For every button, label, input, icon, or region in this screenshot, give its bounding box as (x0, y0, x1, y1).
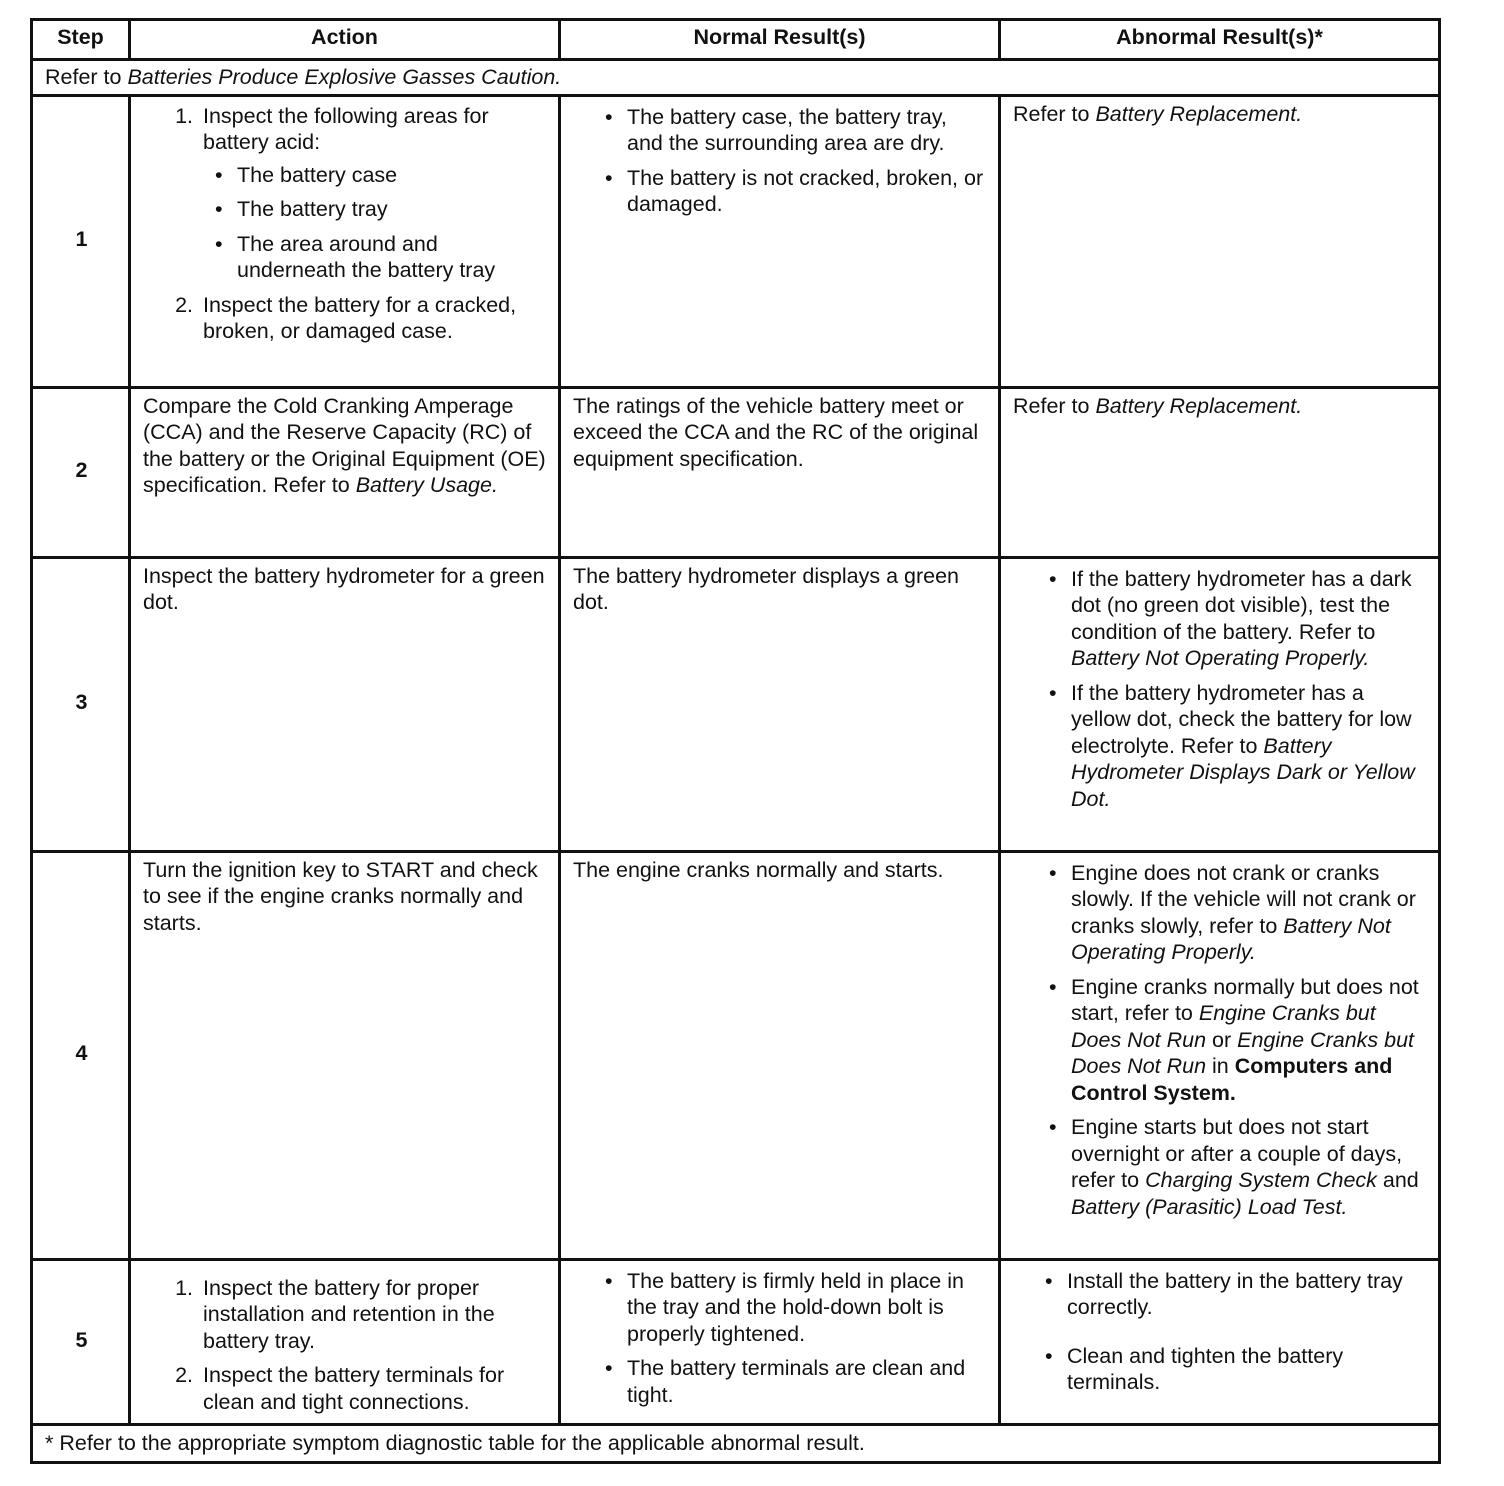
list-item: • The battery case, the battery tray, and the surrounding area are dry. (627, 104, 988, 157)
abnormal-section-ref: Computers and Control System. (1071, 1054, 1393, 1105)
abnormal-text: If the battery hydrometer has a dark dot (no green dot visible), test the condition of the battery. Refer to (1071, 566, 1412, 644)
normal-cell: The battery hydrometer displays a green dot. (560, 557, 1000, 851)
action-list (143, 1275, 548, 1416)
step-number: 2 (32, 387, 130, 557)
abnormal-link: Battery (Parasitic) Load Test. (1071, 1194, 1348, 1219)
action-cell (130, 387, 560, 557)
abnormal-link: Battery Not Operating Properly. (1071, 646, 1370, 670)
caution-row (32, 60, 1440, 96)
list-item (199, 103, 548, 284)
header-action: Action (130, 20, 560, 60)
abnormal-link: Charging System Check (1145, 1168, 1377, 1192)
table-row (32, 557, 1440, 851)
list-item: • The battery tray (237, 196, 548, 223)
normal-cell: The engine cranks normally and starts. (560, 851, 1000, 1259)
header-normal-results: Normal Result(s) (560, 20, 1000, 60)
abnormal-link: Battery Replacement. (1095, 101, 1303, 126)
normal-cell: The ratings of the vehicle battery meet or exceed the CCA and the RC of the original equipment specification. (560, 387, 1000, 557)
normal-list (573, 1268, 988, 1409)
abnormal-text: or (1206, 1027, 1238, 1052)
action-item-text: Inspect the following areas for battery acid: (203, 103, 489, 154)
action-cell: Turn the ignition key to START and check to see if the engine cranks normally and starts. (130, 851, 560, 1259)
abnormal-link: Battery Hydrometer Displays Dark or Yellow Dot. (1071, 733, 1415, 811)
step-number: 4 (32, 851, 130, 1259)
header-step: Step (32, 20, 130, 60)
normal-list (573, 104, 988, 218)
list-item (1071, 974, 1428, 1107)
abnormal-list (1013, 860, 1428, 1221)
abnormal-text: Engine starts but does not start overnight or after a couple of days, refer to (1071, 1115, 1403, 1192)
list-item: 2. Inspect the battery terminals for clean and tight connections. (199, 1362, 548, 1415)
list-item: 2. Inspect the battery for a cracked, broken, or damaged case. (199, 292, 548, 345)
abnormal-prefix: Refer to (1013, 393, 1096, 418)
list-item: • Install the battery in the battery tray correctly. (1067, 1268, 1428, 1321)
table-row (32, 95, 1440, 387)
step-number: 1 (32, 95, 130, 387)
abnormal-cell (1000, 851, 1440, 1259)
action-cell (130, 1259, 560, 1425)
action-cell: Inspect the battery hydrometer for a green dot. (130, 557, 560, 851)
list-item: 1. Inspect the battery for proper installation and retention in the battery tray. (199, 1275, 548, 1355)
abnormal-list (1013, 1268, 1428, 1396)
list-item: • The battery case (237, 162, 548, 189)
footnote: * Refer to the appropriate symptom diagnostic table for the applicable abnormal result. (32, 1425, 1440, 1463)
action-link: Battery Usage. (355, 473, 498, 497)
table-row (32, 851, 1440, 1259)
table-row (32, 387, 1440, 557)
abnormal-text: Engine cranks normally but does not start, refer to (1071, 974, 1419, 1025)
list-item (1071, 860, 1428, 966)
action-list (143, 103, 548, 345)
list-item (1071, 1114, 1428, 1220)
list-item: • The battery is not cracked, broken, or damaged. (627, 165, 988, 218)
normal-cell (560, 1259, 1000, 1425)
diagnostic-table (30, 18, 1441, 1464)
abnormal-link: Battery Not Operating Properly. (1071, 913, 1391, 964)
abnormal-prefix: Refer to (1013, 101, 1096, 126)
caution-link: Batteries Produce Explosive Gasses Caution. (127, 65, 562, 89)
caution-cell (32, 60, 1440, 96)
caution-prefix: Refer to (45, 65, 128, 89)
abnormal-cell (1000, 557, 1440, 851)
footnote-row (32, 1425, 1440, 1463)
header-abnormal-results: Abnormal Result(s)* (1000, 20, 1440, 60)
abnormal-list (1013, 566, 1428, 813)
abnormal-cell (1000, 1259, 1440, 1425)
list-item (1071, 680, 1428, 813)
list-item (1071, 566, 1428, 672)
abnormal-text: and (1376, 1168, 1419, 1192)
action-cell (130, 95, 560, 387)
abnormal-link: Engine Cranks but Does Not Run (1071, 1001, 1376, 1052)
list-item: • Clean and tighten the battery terminals. (1067, 1343, 1428, 1396)
action-text: Compare the Cold Cranking Amperage (CCA) and the Reserve Capacity (RC) of the battery or the Original Equipment (OE) specification. Refer to (143, 393, 546, 497)
abnormal-cell (1000, 387, 1440, 557)
abnormal-link: Battery Replacement. (1095, 393, 1303, 418)
list-item: • The area around and underneath the battery tray (237, 231, 548, 284)
abnormal-text: in (1206, 1054, 1235, 1078)
abnormal-text: If the battery hydrometer has a yellow dot, check the battery for low electrolyte. Refer to (1071, 680, 1412, 758)
abnormal-link: Engine Cranks but Does Not Run (1071, 1027, 1415, 1078)
sub-list (203, 162, 548, 284)
table-row (32, 1259, 1440, 1425)
abnormal-text: Engine does not crank or cranks slowly. If the vehicle will not crank or cranks slowly, refer to (1071, 860, 1416, 938)
header-row (32, 20, 1440, 60)
step-number: 3 (32, 557, 130, 851)
normal-cell (560, 95, 1000, 387)
list-item: • The battery is firmly held in place in the tray and the hold-down bolt is properly tightened. (627, 1268, 988, 1348)
list-item: • The battery terminals are clean and tight. (627, 1355, 988, 1408)
step-number: 5 (32, 1259, 130, 1425)
abnormal-cell (1000, 95, 1440, 387)
